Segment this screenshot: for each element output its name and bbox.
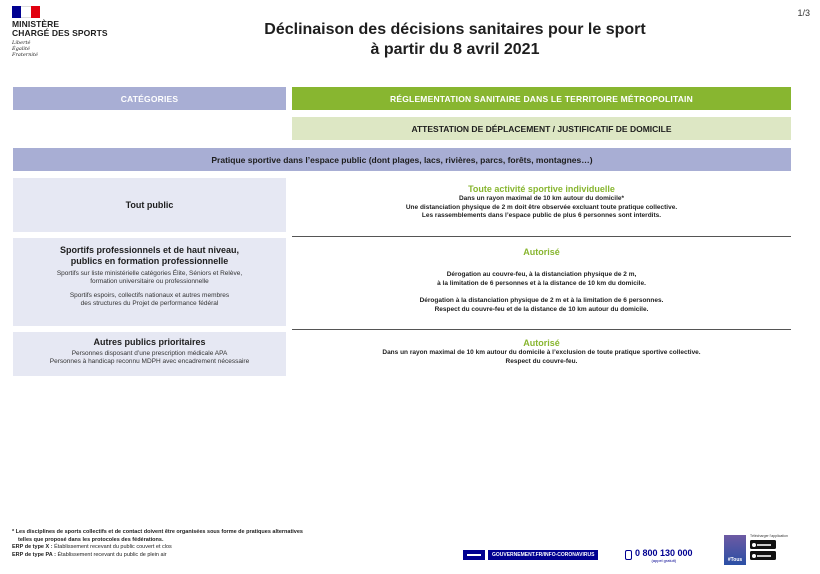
- rule-heading: Toute activité sportive individuelle: [468, 184, 615, 194]
- rule-line: Dérogation à la distanciation physique de 2 m et à la limitation de 6 personnes.: [419, 297, 664, 304]
- rule-line: Respect du couvre-feu.: [505, 357, 578, 365]
- ministry-name-line1: MINISTÈRE: [12, 19, 60, 29]
- phone-contact[interactable]: [625, 549, 693, 563]
- republic-motto: [12, 40, 152, 58]
- marianne-flag-icon: [12, 6, 40, 18]
- category-sportifs-pro: [13, 238, 286, 326]
- ministry-name-line2: CHARGÉ DES SPORTS: [12, 28, 108, 38]
- rule-sportifs-pro: [292, 247, 791, 314]
- category-title: Tout public: [125, 199, 174, 210]
- category-sub1-line1: Sportifs sur liste ministérielle catégories Élite, Séniors et Relève,: [56, 270, 243, 277]
- rule-autres-publics: [292, 338, 791, 366]
- page-title: [220, 20, 690, 60]
- store-label: Télécharger l’application: [750, 534, 788, 538]
- page-number: 1/3: [797, 8, 810, 18]
- ministry-logo: [12, 6, 152, 58]
- rule-heading: Autorisé: [523, 247, 560, 257]
- category-autres-publics: [13, 332, 286, 376]
- app-store-badge-icon[interactable]: [750, 551, 776, 560]
- pratique-header: Pratique sportive dans l’espace public (dont plages, lacs, rivières, parcs, forêts, montagnes…): [13, 148, 791, 171]
- category-sub-line1: Personnes disposant d’une prescription médicale APA: [71, 350, 228, 357]
- erp-x-text: Établissement recevant du public couvert et clos: [54, 544, 172, 550]
- title-line1: Déclinaison des décisions sanitaires pour le sport: [264, 21, 646, 38]
- rule-line: Dérogation au couvre-feu, à la distanciation physique de 2 m,: [446, 271, 637, 278]
- category-sub2-line2: des structures du Projet de performance fédéral: [80, 300, 219, 307]
- motto-fraternite: Fraternité: [12, 52, 38, 58]
- category-title: Autres publics prioritaires: [93, 337, 206, 347]
- category-sub2-line1: Sportifs espoirs, collectifs nationaux et autres membres: [69, 292, 230, 299]
- erp-pa-text: Établissement recevant du public de plein air: [57, 551, 167, 558]
- category-sub1-line2: formation universitaire ou professionnelle: [90, 278, 209, 285]
- rule-line: Une distanciation physique de 2 m doit être observée excluant toute pratique collective.: [405, 203, 678, 211]
- footnotes: [12, 529, 392, 559]
- footnote-line2: telles que proposé dans les protocoles des fédérations.: [18, 536, 164, 543]
- footnote-line1: * Les disciplines de sports collectifs et de contact doivent être organisées sous forme de pratiques alternatives: [12, 529, 303, 535]
- erp-pa-label: ERP de type PA :: [12, 551, 56, 558]
- gouv-link[interactable]: [463, 550, 598, 560]
- rule-line: Dans un rayon maximal de 10 km autour du domicile à l’exclusion de toute pratique sportive collective.: [382, 349, 701, 356]
- category-title-line2: publics en formation professionnelle: [70, 256, 229, 266]
- tous-anticovid-logo: #Tous: [724, 535, 746, 565]
- rule-heading: Autorisé: [523, 338, 560, 348]
- rule-tout-public: [292, 184, 791, 221]
- category-sub-line2: Personnes à handicap reconnu MDPH avec encadrement nécessaire: [49, 358, 250, 365]
- google-play-badge-icon[interactable]: [750, 540, 776, 549]
- attestation-header: ATTESTATION DE DÉPLACEMENT / JUSTIFICATIF DE DOMICILE: [292, 117, 791, 140]
- motto-liberte: Liberté: [12, 40, 31, 46]
- divider: [292, 236, 791, 237]
- phone-number[interactable]: 0 800 130 000: [635, 548, 693, 558]
- rule-line: Les rassemblements dans l’espace public de plus 6 personnes sont interdits.: [421, 212, 662, 219]
- categories-header: CATÉGORIES: [13, 87, 286, 110]
- category-tout-public: [13, 178, 286, 232]
- rule-line: Dans un rayon maximal de 10 km autour du domicile*: [458, 195, 625, 202]
- phone-sub: (appel gratuit): [651, 558, 677, 563]
- divider: [292, 329, 791, 330]
- rule-line: à la limitation de 6 personnes et à la distance de 10 km du domicile.: [437, 279, 646, 287]
- reglementation-header: RÉGLEMENTATION SANITAIRE DANS LE TERRITOIRE MÉTROPOLITAIN: [292, 87, 791, 110]
- erp-x-note: [12, 544, 392, 552]
- rule-line: Respect du couvre-feu et de la distance de 10 km autour du domicile.: [434, 305, 649, 313]
- motto-egalite: Égalité: [12, 46, 30, 52]
- erp-pa-note: [12, 552, 392, 560]
- category-title-line1: Sportifs professionnels et de haut niveau,: [59, 245, 240, 255]
- screen-icon: [463, 550, 485, 560]
- app-store-badges: [750, 534, 788, 562]
- erp-x-label: ERP de type X :: [12, 544, 53, 550]
- phone-icon: [625, 550, 632, 560]
- title-line2: à partir du 8 avril 2021: [370, 41, 540, 58]
- gouv-link-text[interactable]: GOUVERNEMENT.FR/INFO-CORONAVIRUS: [488, 550, 598, 560]
